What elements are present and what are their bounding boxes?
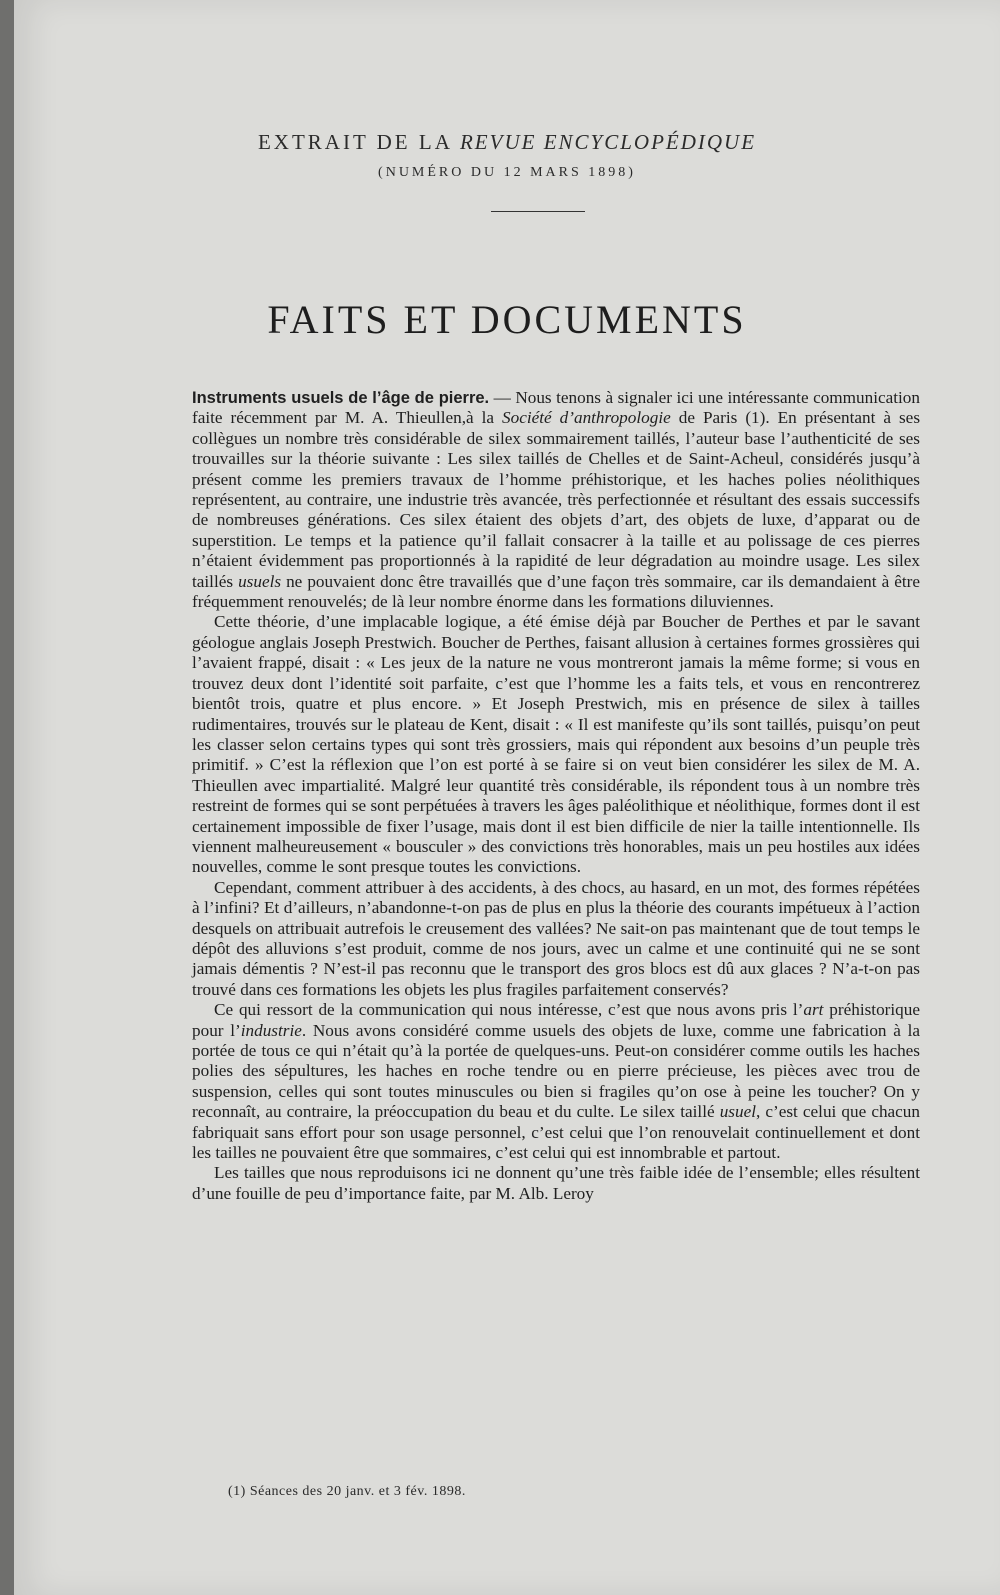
paragraph-4	[192, 1000, 920, 1163]
header-divider	[491, 211, 585, 212]
paragraph-5: Les tailles que nous reproduisons ici ne donnent qu’une très faible idée de l’ensemble; elles résultent d’une fouille de peu d’importance faite, par M. Alb. Leroy	[192, 1163, 920, 1203]
extract-header	[14, 130, 1000, 181]
industrie-term: industrie	[240, 1020, 302, 1040]
paragraph-1-text-a: — Nous tenons à signaler ici une intéressante communication faite récemment par M. A. Thieullen,à la	[192, 388, 920, 428]
paragraph-1-text-b: de Paris (1). En présentant à ses collègues un nombre très considérable de silex sommairement taillés, l’auteur base l’authenticité de ses trouvailles sur la théorie suivante : Les silex taillés de Chelles et de Saint-Acheul, considérés jusqu’à présent comme les premiers travaux de l’homme préhistorique, et les haches polies néolithiques représentent, au contraire, une industrie très avancée, très perfectionnée et résultant des essais successifs de nombreuses générations. Ces silex étaient des objets d’art, des objets de luxe, d’apparat ou de superstition. Le temps et la patience qu’il fallait consacrer à la taille et au polissage de ces pierres n’étaient évidemment pas proportionnés à la rapidité de leur dégradation au moindre usage. Les silex taillés	[192, 408, 921, 591]
extract-source-line	[14, 130, 1000, 155]
paragraph-3: Cependant, comment attribuer à des accidents, à des chocs, au hasard, en un mot, des formes répétées à l’infini? Et d’ailleurs, n’abandonne-t-on pas de plus en plus la théorie des courants impétueux à l’action desquels on attribuait autrefois le creusement des vallées? Ne sait-on pas maintenant que de tout temps le dépôt des alluvions s’est produit, comme de nos jours, avec un calme et une continuité qui ne se sont jamais démentis ? N’est-il pas reconnu que le transport des gros blocs est dû aux glaces ? N’a-t-on pas trouvé dans ces formations les objets les plus fragiles parfaitement conservés?	[192, 877, 920, 999]
page-sheet	[14, 0, 1000, 1595]
paragraph-1-text-c: ne pouvaient donc être travaillés que d’une façon très sommaire, car ils demandaient à être fréquemment renouvelés; de là leur nombre énorme dans les formations diluviennes.	[192, 571, 920, 612]
footnote: (1) Séances des 20 janv. et 3 fév. 1898.	[228, 1484, 466, 1499]
paragraph-2: Cette théorie, d’une implacable logique, a été émise déjà par Boucher de Perthes et par le savant géologue anglais Joseph Prestwich. Boucher de Perthes, faisant allusion à certaines formes grossières qui l’avaient frappé, disait : « Les jeux de la nature ne vous montreront jamais la même forme; si vous en trouvez deux dont l’identité soit parfaite, c’est que l’homme les a faits tels, et vous en rencontrerez bientôt trois, quatre et plus encore. » Et Joseph Prestwich, mis en présence de silex à tailles rudimentaires, trouvés sur le plateau de Kent, disait : « Il est manifeste qu’ils sont taillés, puisqu’on peut les classer selon certains types qui sont très grossiers, mais qui répondent aux besoins d’un peuple très primitif. » C’est la réflexion que l’on est porté à se faire si on veut bien considérer les silex de M. A. Thieullen avec impartialité. Malgré leur quantité très considérable, ils répondent tous à un nombre très restreint de formes qui se sont perpétuées à travers les âges paléolithique et néolithique, formes dont il est certainement impossible de fixer l’usage, mais dont il est bien difficile de nier la taille intentionnelle. Ils viennent malheureusement « bousculer » des convictions très honorables, mais un peu hostiles aux idées nouvelles, comme le sont presque toutes les convictions.	[192, 612, 920, 877]
usuel-term: usuel	[719, 1102, 756, 1122]
journal-name: REVUE ENCYCLOPÉDIQUE	[459, 130, 757, 154]
article-body	[192, 388, 920, 1204]
art-term: art	[803, 1000, 824, 1020]
section-title: FAITS ET DOCUMENTS	[267, 297, 747, 342]
usuels-term: usuels	[238, 571, 282, 591]
extract-label: EXTRAIT DE LA	[257, 130, 460, 154]
paragraph-4-text-c: . Nous avons considéré comme usuels des objets de luxe, comme une fabrication à la portée de tous ce qui n’était qu’à la portée de quelques-uns. Peut-on considérer comme outils les haches polies des sépultures, les haches en roche tendre ou en pierre précieuse, les pièces avec trou de suspension, celles qui sont toutes minuscules ou bien si fragiles qu’on ose à peine les toucher? On y reconnaît, au contraire, la préoccupation du beau et du culte. Le silex taillé	[192, 1020, 920, 1122]
article-heading: Instruments usuels de l’âge de pierre.	[192, 389, 490, 407]
paragraph-4-text-b: préhistorique pour l’	[192, 1000, 920, 1040]
issue-date: (NUMÉRO DU 12 MARS 1898)	[378, 165, 636, 180]
paragraph-1	[192, 388, 920, 612]
paragraph-4-text-d: , c’est celui que chacun fabriquait sans effort pour son usage personnel, c’est celui que l’on renouvelait continuellement et dont les tailles ne pouvaient être que sommaires, c’est celui qui est innombrable et partout.	[192, 1102, 920, 1163]
society-name: Société d’anthropologie	[502, 408, 671, 428]
paragraph-4-text-a: Ce qui ressort de la communication qui nous intéresse, c’est que nous avons pris l’	[214, 1000, 804, 1020]
